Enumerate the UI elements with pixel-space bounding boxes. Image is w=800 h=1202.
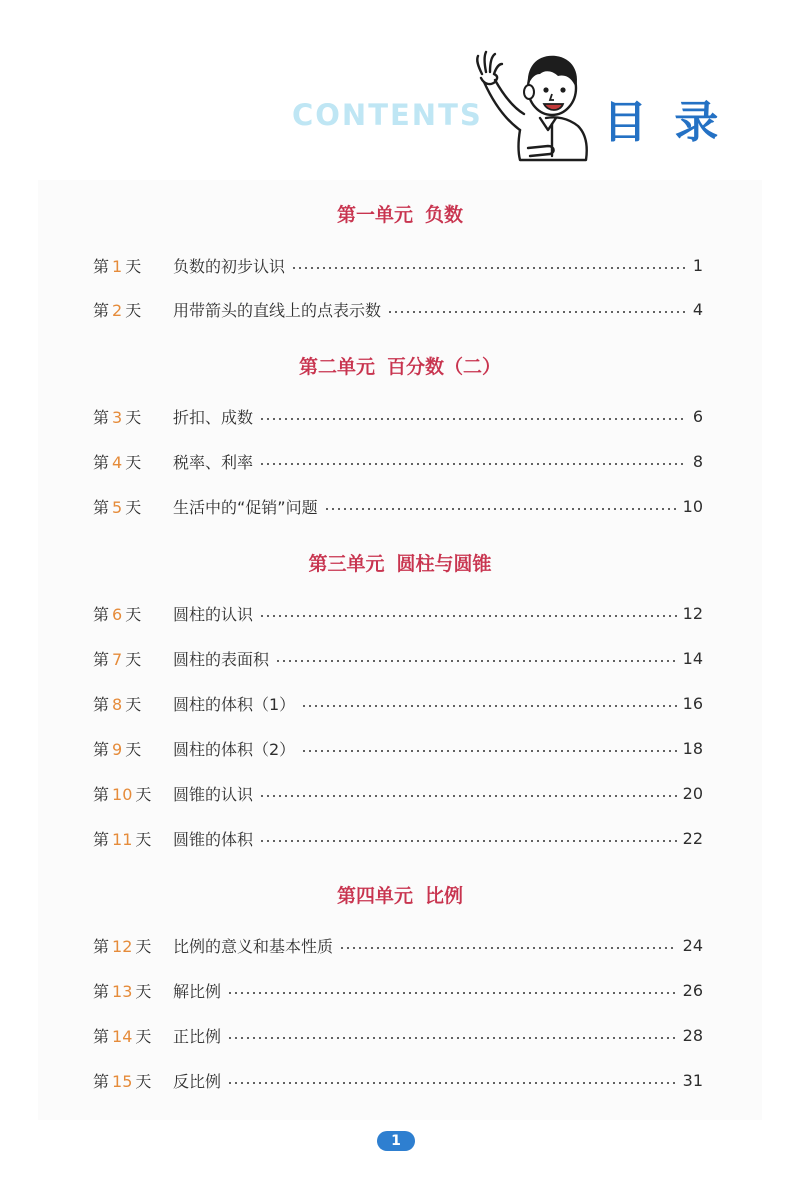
toc-row[interactable] xyxy=(93,825,703,851)
toc-row[interactable] xyxy=(93,448,703,474)
toc-row[interactable] xyxy=(93,690,703,716)
page-number: 4 xyxy=(692,299,703,319)
page-number: 28 xyxy=(682,1025,703,1045)
page-number: 12 xyxy=(682,603,703,623)
dot-leader xyxy=(301,750,676,752)
waving-boy-mascot-icon xyxy=(468,44,598,164)
page-number: 24 xyxy=(682,935,703,955)
dot-leader xyxy=(291,267,687,269)
day-label: 第 5 天 xyxy=(93,497,142,517)
page-title: 目 录 xyxy=(603,97,725,148)
topic-title: 反比例 xyxy=(173,1071,222,1091)
day-label: 第 12 天 xyxy=(93,936,152,956)
day-label: 第 3 天 xyxy=(93,407,142,427)
topic-title: 圆柱的认识 xyxy=(173,604,254,624)
unit-heading: 第二单元 百分数（二） xyxy=(298,356,502,378)
dot-leader xyxy=(275,660,677,662)
dot-leader xyxy=(259,418,687,420)
topic-title: 圆柱的体积（1） xyxy=(173,694,296,714)
topic-title: 圆柱的体积（2） xyxy=(173,739,296,759)
unit-heading: 第四单元 比例 xyxy=(336,885,464,907)
topic-title: 圆锥的认识 xyxy=(173,784,254,804)
page-number: 8 xyxy=(692,451,703,471)
topic-title: 圆锥的体积 xyxy=(173,829,254,849)
day-label: 第 13 天 xyxy=(93,981,152,1001)
page-number: 16 xyxy=(682,693,703,713)
toc-row[interactable] xyxy=(93,493,703,519)
day-label: 第 8 天 xyxy=(93,694,142,714)
toc-row[interactable] xyxy=(93,932,703,958)
toc-row[interactable] xyxy=(93,780,703,806)
topic-title: 圆柱的表面积 xyxy=(173,649,270,669)
day-label: 第 15 天 xyxy=(93,1071,152,1091)
toc-row[interactable] xyxy=(93,735,703,761)
day-label: 第 4 天 xyxy=(93,452,142,472)
dot-leader xyxy=(387,311,687,313)
topic-title: 解比例 xyxy=(173,981,222,1001)
dot-leader xyxy=(259,615,677,617)
toc-row[interactable] xyxy=(93,1022,703,1048)
toc-row[interactable] xyxy=(93,252,703,278)
toc-row[interactable] xyxy=(93,977,703,1003)
day-label: 第 10 天 xyxy=(93,784,152,804)
topic-title: 生活中的“促销”问题 xyxy=(173,497,318,517)
day-label: 第 7 天 xyxy=(93,649,142,669)
day-label: 第 9 天 xyxy=(93,739,142,759)
unit-heading: 第一单元 负数 xyxy=(336,204,464,226)
dot-leader xyxy=(227,1082,677,1084)
day-label: 第 11 天 xyxy=(93,829,152,849)
toc-row[interactable] xyxy=(93,1067,703,1093)
day-label: 第 1 天 xyxy=(93,256,142,276)
toc-row[interactable] xyxy=(93,600,703,626)
dot-leader xyxy=(339,947,677,949)
dot-leader xyxy=(227,1037,677,1039)
page-number: 31 xyxy=(682,1070,703,1090)
page-number: 10 xyxy=(682,496,703,516)
topic-title: 税率、利率 xyxy=(173,452,254,472)
topic-title: 负数的初步认识 xyxy=(173,256,286,276)
day-label: 第 6 天 xyxy=(93,604,142,624)
toc-row[interactable] xyxy=(93,645,703,671)
dot-leader xyxy=(259,795,677,797)
page-number-badge: 1 xyxy=(377,1131,415,1151)
unit-heading: 第三单元 圆柱与圆锥 xyxy=(308,553,492,575)
topic-title: 比例的意义和基本性质 xyxy=(173,936,334,956)
dot-leader xyxy=(301,705,676,707)
toc-row[interactable] xyxy=(93,403,703,429)
page-number: 14 xyxy=(682,648,703,668)
toc-row[interactable] xyxy=(93,296,703,322)
dot-leader xyxy=(324,508,677,510)
page-number: 20 xyxy=(682,783,703,803)
page-number: 22 xyxy=(682,828,703,848)
topic-title: 折扣、成数 xyxy=(173,407,254,427)
page-number: 26 xyxy=(682,980,703,1000)
day-label: 第 2 天 xyxy=(93,300,142,320)
topic-title: 正比例 xyxy=(173,1026,222,1046)
dot-leader xyxy=(259,840,677,842)
page-number: 6 xyxy=(692,406,703,426)
day-label: 第 14 天 xyxy=(93,1026,152,1046)
contents-word: CONTENTS xyxy=(292,98,483,132)
page-number: 18 xyxy=(682,738,703,758)
dot-leader xyxy=(227,992,677,994)
topic-title: 用带箭头的直线上的点表示数 xyxy=(173,300,382,320)
page-number: 1 xyxy=(692,255,703,275)
dot-leader xyxy=(259,463,687,465)
